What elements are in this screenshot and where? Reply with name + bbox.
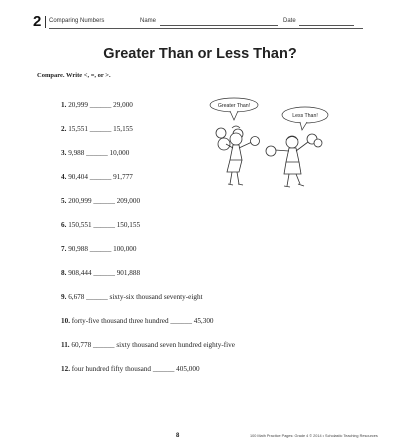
problem-number: 5. (61, 197, 67, 205)
problem-number: 6. (61, 221, 67, 229)
problem-number: 3. (61, 149, 67, 157)
problem-text: 15,551 ______ 15,155 (68, 125, 133, 133)
cheerleaders-illustration (208, 96, 338, 196)
problem-number: 2. (61, 125, 67, 133)
problem-text: 150,551 ______ 150,155 (68, 221, 141, 229)
problem-text: 60,778 ______ sixty thousand seven hundred eighty-five (71, 341, 235, 349)
problem-text: 6,678 ______ sixty-six thousand seventy-eight (68, 293, 203, 301)
cheerleader-left (216, 126, 260, 185)
problem-text: 200,999 ______ 209,000 (68, 197, 141, 205)
worksheet-title: Greater Than or Less Than? (103, 46, 297, 62)
problem-item (61, 341, 235, 349)
bubble-right-text: Less Than! (292, 113, 318, 119)
date-label: Date (283, 18, 296, 24)
problem-item (61, 269, 140, 277)
instructions: Compare. Write <, =, or >. (37, 72, 111, 79)
unit-number: 2 (33, 13, 42, 30)
problem-text: 9,988 ______ 10,000 (68, 149, 130, 157)
problem-item (61, 221, 140, 229)
header-rule (49, 28, 363, 29)
copyright-credit: 100 Math Practice Pages: Grade 4 © 2014 • Scholastic Teaching Resources (250, 434, 378, 438)
problem-number: 7. (61, 245, 67, 253)
problem-item (61, 293, 203, 301)
problem-number: 12. (61, 365, 70, 373)
page-number: 8 (176, 433, 180, 439)
problem-item (61, 317, 214, 325)
speech-bubble-left (210, 98, 258, 120)
problem-number: 11. (61, 341, 70, 349)
problem-number: 10. (61, 317, 70, 325)
problem-number: 8. (61, 269, 67, 277)
unit-title: Comparing Numbers (49, 18, 105, 24)
bubble-left-text: Greater Than! (217, 103, 251, 109)
problem-text: forty-five thousand three hundred ______ 45,300 (71, 317, 214, 325)
header-divider (45, 16, 46, 28)
problem-text: 20,999 ______ 29,000 (68, 101, 133, 109)
problem-text: 90,988 ______ 100,000 (68, 245, 137, 253)
page-header (33, 13, 363, 30)
name-blank[interactable] (160, 25, 278, 26)
problem-number: 4. (61, 173, 67, 181)
problem-number: 1. (61, 101, 67, 109)
problem-item (61, 197, 140, 205)
problem-item (61, 101, 133, 109)
problem-number: 9. (61, 293, 67, 301)
problem-text: four hundred fifty thousand ______ 405,000 (71, 365, 200, 373)
problem-text: 90,404 ______ 91,777 (68, 173, 133, 181)
problem-item (61, 173, 133, 181)
problem-item (61, 149, 129, 157)
date-blank[interactable] (299, 25, 354, 26)
problem-item (61, 125, 133, 133)
problem-text: 908,444 ______ 901,888 (68, 269, 141, 277)
problem-item (61, 245, 136, 253)
cheerleader-right (266, 134, 322, 187)
name-label: Name (140, 18, 157, 24)
problem-item (61, 365, 200, 373)
